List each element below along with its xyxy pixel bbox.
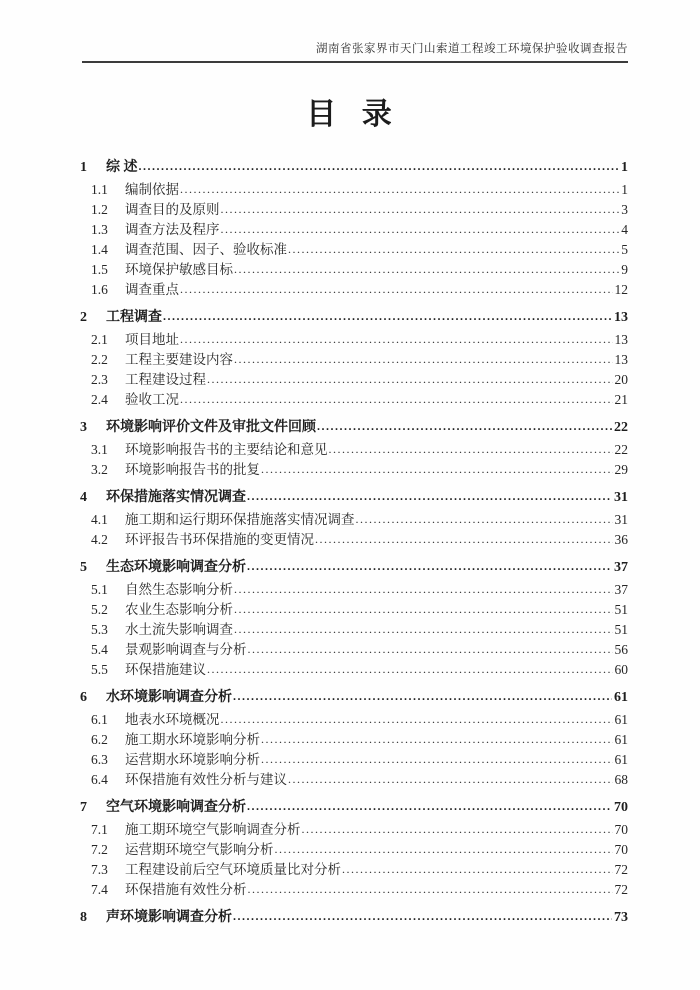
dot-leader <box>261 459 613 479</box>
dot-leader <box>234 619 613 639</box>
entry-title: 环境影响报告书的主要结论和意见 <box>125 442 328 457</box>
entry-page-number: 13 <box>614 310 628 325</box>
entry-title: 工程建设前后空气环境质量比对分析 <box>125 862 341 877</box>
entry-title: 环保措施建议 <box>125 662 206 677</box>
entry-number: 5.2 <box>91 602 108 617</box>
dot-leader <box>275 839 613 859</box>
entry-number: 1.2 <box>91 202 108 217</box>
entry-number: 1.4 <box>91 242 108 257</box>
toc-section-row <box>80 687 628 708</box>
entry-number: 5.5 <box>91 662 108 677</box>
dot-leader <box>233 906 612 927</box>
dot-leader <box>342 859 613 879</box>
dot-leader <box>139 156 620 177</box>
entry-page-number: 72 <box>614 862 628 877</box>
entry-page-number: 1 <box>621 182 628 197</box>
entry-title: 调查范围、因子、验收标准 <box>125 242 287 257</box>
entry-number: 2 <box>80 310 87 325</box>
entry-title: 生态环境影响调查分析 <box>106 560 246 575</box>
entry-title: 环境保护敏感目标 <box>125 262 233 277</box>
toc-subsection-row <box>80 460 628 480</box>
dot-leader <box>302 819 613 839</box>
entry-title: 环保措施有效性分析 <box>125 882 247 897</box>
entry-number: 7.2 <box>91 842 108 857</box>
toc-subsection-row <box>80 370 628 390</box>
toc-subsection-row <box>80 820 628 840</box>
dot-leader <box>180 179 619 199</box>
entry-title: 运营期环境空气影响分析 <box>125 842 274 857</box>
entry-page-number: 29 <box>614 462 628 477</box>
toc-subsection-row <box>80 260 628 280</box>
entry-page-number: 31 <box>614 490 628 505</box>
toc-subsection-row <box>80 280 628 300</box>
entry-number: 7.3 <box>91 862 108 877</box>
entry-title: 地表水环境概况 <box>125 712 220 727</box>
entry-number: 4.1 <box>91 512 108 527</box>
entry-title: 环境影响报告书的批复 <box>125 462 260 477</box>
entry-title: 声环境影响调查分析 <box>106 910 232 925</box>
toc-section-row <box>80 417 628 438</box>
toc-section-row <box>80 487 628 508</box>
dot-leader <box>247 796 612 817</box>
toc-subsection-row <box>80 620 628 640</box>
entry-title: 施工期环境空气影响调查分析 <box>125 822 301 837</box>
entry-page-number: 61 <box>614 690 628 705</box>
toc-subsection-row <box>80 580 628 600</box>
entry-number: 5 <box>80 560 87 575</box>
entry-page-number: 22 <box>614 420 628 435</box>
entry-title: 调查方法及程序 <box>125 222 220 237</box>
entry-title: 综 述 <box>106 160 138 175</box>
entry-number: 6.3 <box>91 752 108 767</box>
dot-leader <box>247 486 612 507</box>
entry-page-number: 70 <box>614 842 628 857</box>
entry-number: 7 <box>80 800 87 815</box>
dot-leader <box>261 749 613 769</box>
entry-title: 工程建设过程 <box>125 372 206 387</box>
entry-page-number: 31 <box>614 512 628 527</box>
toc-subsection-row <box>80 350 628 370</box>
entry-page-number: 36 <box>614 532 628 547</box>
entry-number: 5.4 <box>91 642 108 657</box>
dot-leader <box>221 219 620 239</box>
entry-page-number: 4 <box>621 222 628 237</box>
entry-number: 8 <box>80 910 87 925</box>
dot-leader <box>248 639 613 659</box>
entry-number: 2.3 <box>91 372 108 387</box>
dot-leader <box>221 709 613 729</box>
dot-leader <box>247 556 612 577</box>
entry-page-number: 20 <box>614 372 628 387</box>
dot-leader <box>329 439 613 459</box>
entry-page-number: 3 <box>621 202 628 217</box>
toc-subsection-row <box>80 180 628 200</box>
dot-leader <box>207 659 613 679</box>
entry-title: 水环境影响调查分析 <box>106 690 232 705</box>
entry-page-number: 13 <box>614 332 628 347</box>
entry-page-number: 68 <box>614 772 628 787</box>
toc-subsection-row <box>80 730 628 750</box>
entry-number: 1.6 <box>91 282 108 297</box>
toc-subsection-row <box>80 530 628 550</box>
dot-leader <box>315 529 613 549</box>
table-of-contents <box>80 150 628 930</box>
toc-subsection-row <box>80 330 628 350</box>
entry-title: 运营期水环境影响分析 <box>125 752 260 767</box>
entry-title: 工程调查 <box>106 310 162 325</box>
entry-number: 7.4 <box>91 882 108 897</box>
entry-page-number: 61 <box>614 752 628 767</box>
dot-leader <box>180 329 613 349</box>
entry-number: 6 <box>80 690 87 705</box>
toc-subsection-row <box>80 750 628 770</box>
entry-number: 1.5 <box>91 262 108 277</box>
entry-number: 2.2 <box>91 352 108 367</box>
entry-page-number: 22 <box>614 442 628 457</box>
entry-title: 环保措施落实情况调查 <box>106 490 246 505</box>
entry-title: 项目地址 <box>125 332 179 347</box>
entry-title: 景观影响调查与分析 <box>125 642 247 657</box>
toc-section-row <box>80 157 628 178</box>
entry-title: 环保措施有效性分析与建议 <box>125 772 287 787</box>
entry-page-number: 13 <box>614 352 628 367</box>
entry-page-number: 73 <box>614 910 628 925</box>
entry-page-number: 51 <box>614 622 628 637</box>
entry-page-number: 70 <box>614 800 628 815</box>
dot-leader <box>288 769 613 789</box>
entry-number: 6.4 <box>91 772 108 787</box>
entry-page-number: 51 <box>614 602 628 617</box>
entry-title: 施工期和运行期环保措施落实情况调查 <box>125 512 355 527</box>
toc-subsection-row <box>80 660 628 680</box>
toc-section-row <box>80 797 628 818</box>
dot-leader <box>317 416 612 437</box>
entry-page-number: 56 <box>614 642 628 657</box>
toc-subsection-row <box>80 390 628 410</box>
toc-subsection-row <box>80 770 628 790</box>
entry-page-number: 37 <box>614 582 628 597</box>
entry-page-number: 61 <box>614 712 628 727</box>
entry-page-number: 60 <box>614 662 628 677</box>
entry-number: 2.4 <box>91 392 108 407</box>
entry-title: 验收工况 <box>125 392 179 407</box>
entry-page-number: 1 <box>621 160 628 175</box>
dot-leader <box>163 306 612 327</box>
dot-leader <box>261 729 613 749</box>
toc-subsection-row <box>80 440 628 460</box>
entry-title: 调查重点 <box>125 282 179 297</box>
dot-leader <box>234 259 619 279</box>
entry-number: 2.1 <box>91 332 108 347</box>
entry-number: 6.1 <box>91 712 108 727</box>
entry-title: 农业生态影响分析 <box>125 602 233 617</box>
toc-subsection-row <box>80 860 628 880</box>
entry-title: 调查目的及原则 <box>125 202 220 217</box>
dot-leader <box>180 389 613 409</box>
toc-subsection-row <box>80 710 628 730</box>
dot-leader <box>207 369 613 389</box>
entry-page-number: 37 <box>614 560 628 575</box>
toc-subsection-row <box>80 840 628 860</box>
entry-number: 4.2 <box>91 532 108 547</box>
entry-number: 4 <box>80 490 87 505</box>
toc-subsection-row <box>80 240 628 260</box>
entry-page-number: 5 <box>621 242 628 257</box>
running-header: 湖南省张家界市天门山索道工程竣工环境保护验收调查报告 <box>82 42 628 63</box>
entry-number: 5.1 <box>91 582 108 597</box>
entry-number: 3.1 <box>91 442 108 457</box>
entry-title: 环评报告书环保措施的变更情况 <box>125 532 314 547</box>
toc-section-row <box>80 907 628 928</box>
page-title: 目 录 <box>306 98 394 131</box>
entry-title: 空气环境影响调查分析 <box>106 800 246 815</box>
entry-page-number: 72 <box>614 882 628 897</box>
toc-subsection-row <box>80 220 628 240</box>
entry-number: 1.3 <box>91 222 108 237</box>
entry-title: 编制依据 <box>125 182 179 197</box>
entry-page-number: 70 <box>614 822 628 837</box>
toc-subsection-row <box>80 880 628 900</box>
entry-number: 6.2 <box>91 732 108 747</box>
entry-number: 7.1 <box>91 822 108 837</box>
dot-leader <box>221 199 620 219</box>
dot-leader <box>234 599 613 619</box>
entry-title: 环境影响评价文件及审批文件回顾 <box>106 420 316 435</box>
entry-number: 1.1 <box>91 182 108 197</box>
entry-number: 3 <box>80 420 87 435</box>
dot-leader <box>248 879 613 899</box>
entry-title: 工程主要建设内容 <box>125 352 233 367</box>
entry-title: 水土流失影响调查 <box>125 622 233 637</box>
toc-subsection-row <box>80 640 628 660</box>
entry-title: 自然生态影响分析 <box>125 582 233 597</box>
entry-number: 1 <box>80 160 87 175</box>
dot-leader <box>356 509 613 529</box>
entry-title: 施工期水环境影响分析 <box>125 732 260 747</box>
entry-page-number: 12 <box>614 282 628 297</box>
entry-number: 3.2 <box>91 462 108 477</box>
entry-page-number: 9 <box>621 262 628 277</box>
dot-leader <box>288 239 619 259</box>
toc-section-row <box>80 557 628 578</box>
dot-leader <box>233 686 612 707</box>
toc-subsection-row <box>80 510 628 530</box>
toc-section-row <box>80 307 628 328</box>
dot-leader <box>234 349 613 369</box>
entry-number: 5.3 <box>91 622 108 637</box>
dot-leader <box>234 579 613 599</box>
toc-subsection-row <box>80 200 628 220</box>
dot-leader <box>180 279 613 299</box>
toc-subsection-row <box>80 600 628 620</box>
entry-page-number: 61 <box>614 732 628 747</box>
entry-page-number: 21 <box>614 392 628 407</box>
